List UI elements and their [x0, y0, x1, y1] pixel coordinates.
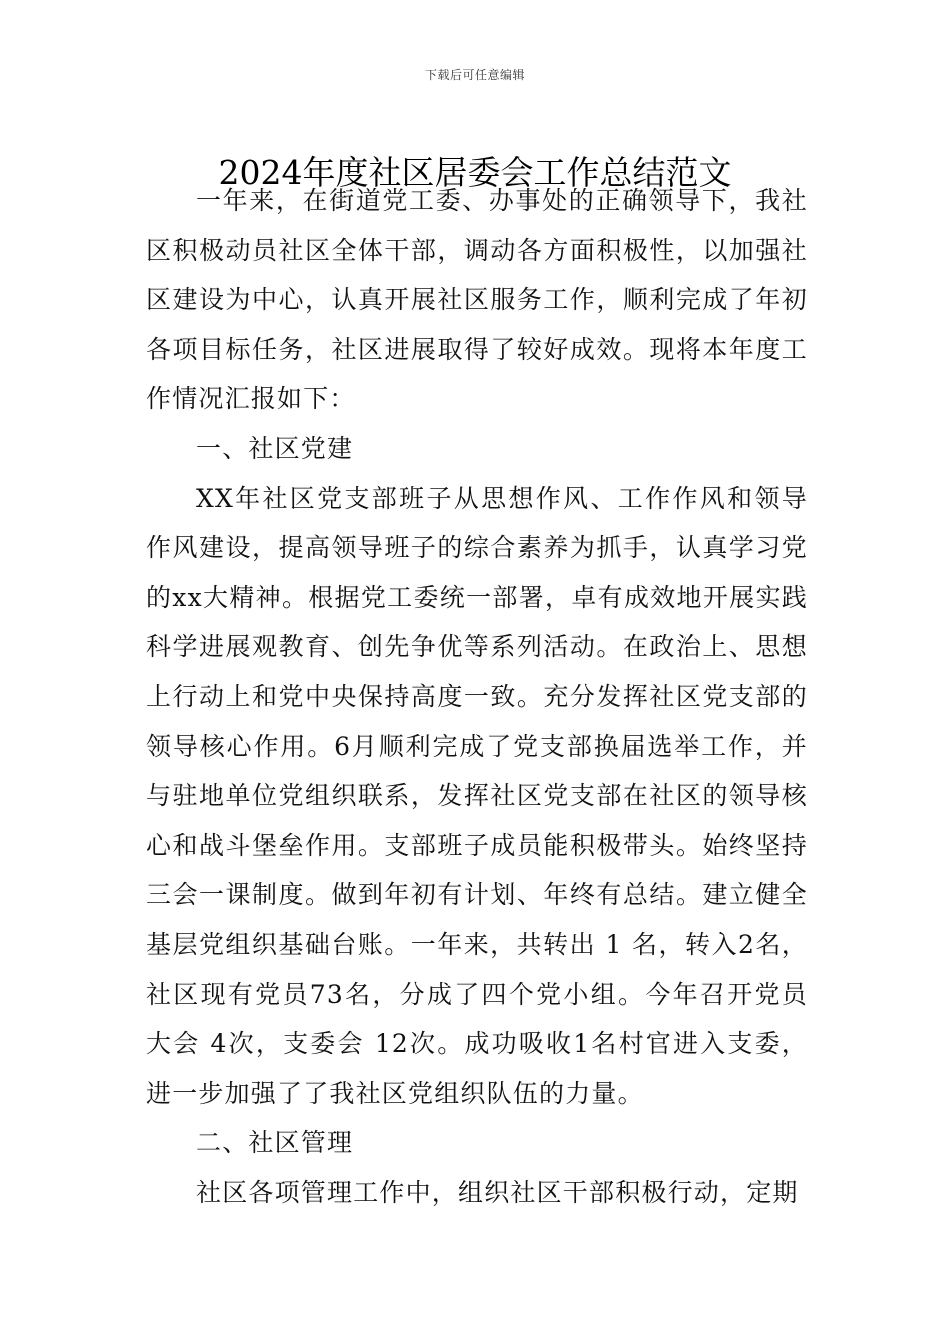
- section-heading-party-building: 一、社区党建: [196, 433, 354, 463]
- header-note: 下载后可任意编辑: [424, 68, 525, 82]
- community-management-paragraph: 社区各项管理工作中，组织社区干部积极行动，定期: [196, 1177, 799, 1207]
- party-building-paragraph: XX年社区党支部班子从思想作风、工作作风和领导作风建设，提高领导班子的综合素养为抓手，认真学习党的xx大精神。根据党工委统一部署，卓有成效地开展实践科学进展观教育、创先争优等系列活动。在政治上、思想上行动上和党中央保持高度一致。充分发挥社区党支部的领导核心作用。6月顺利完成了党支部换届选举工作，并与驻地单位党组织联系，发挥社区党支部在社区的领导核心和战斗堡垒作用。支部班子成员能积极带头。始终坚持三会一课制度。做到年初有计划、年终有总结。建立健全基层党组织基础台账。一年来，共转出 1 名，转入2名，社区现有党员73名，分成了四个党小组。今年召开党员大会 4次，支委会 12次。成功吸收1名村官进入支委，进一步加强了了我社区党组织队伍的力量。: [146, 483, 808, 1108]
- document-title: 2024年度社区居委会工作总结范文: [218, 153, 732, 193]
- document-body: [146, 176, 808, 1217]
- section-heading-community-management: 二、社区管理: [196, 1128, 354, 1158]
- intro-paragraph: 一年来，在街道党工委、办事处的正确领导下，我社区积极动员社区全体干部，调动各方面积极性，以加强社区建设为中心，认真开展社区服务工作，顺利完成了年初各项目标任务，社区进展取得了较好成效。现将本年度工作情况汇报如下：: [146, 186, 808, 414]
